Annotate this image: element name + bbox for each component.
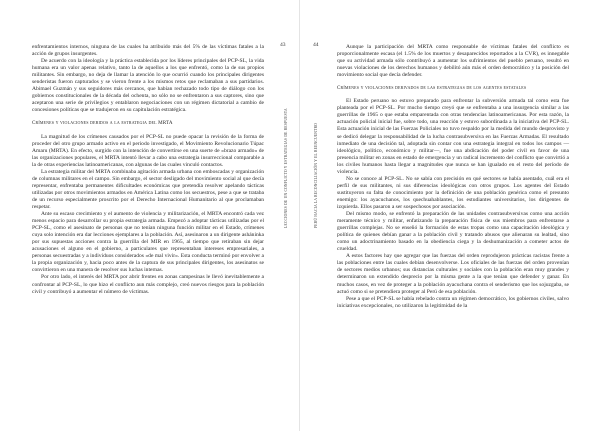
section-heading: Crímenes y violaciones derivados de las estrategias de los agentes estatales [337,85,527,92]
right-text-block [337,44,569,310]
running-head: PERÚ HACIA LA RECONCILIACIÓN Y EL REENCUENTRO [314,122,318,228]
paragraph: Ante su escaso crecimiento y el aumento de violencia y militarización, el MRTA encontró cada vez menos espacio para desarrollar su propia estrategia armada. Empezó a adoptar tácticas utilizadas por el PCP-SL, como el asesinato de personas que no tenían ninguna función militar en el Estado, crímenes cuya solo intención era dar lecciones ejemplares a la población. Así, asesinaron a un dirigente asháninka por sus supuestas acciones contra la guerrilla del MIR en 1965, al tiempo que retiraban sin dejar acusaciones el alguno en el gobierno, a particulares que representaban intereses empresariales, a personas secuestradas y a individuos considerados «de mal vivir». Esta conducta terminó por envolver a la propia organización y, hacia poco antes de la captura de sus principales dirigentes, los asesinatos se convirtieron en una manera de resolver sus luchas internas. [32,211,264,274]
paragraph: Del mismo modo, se enfrentó la preparación de las unidades contrasubversivas como una acción meramente técnico y militar, enfatizando la preparación física de sus miembros para enfrentarse a guerrillas complejas. No se enseñó la formación de estas tropas como una capacitación ideológica y política de quienes debían ganar a la población civil y tratando abusos que alienaran su lealtad, sino como un adoctrinamiento basado en la obediencia ciega y la deshumanización a cometer actos de crueldad. [337,211,569,253]
paragraph: La magnitud de los crímenes causados por el PCP-SL no puede opacar la revisión de la forma de proceder del otro grupo armado activo en el periodo investigado, el Movimiento Revolucionario Túpac Amaru (MRTA). En efecto, surgido con la intención de convertirse en una suerte de «brazo armado» de las organizaciones populares, el MRTA intentó llevar a cabo una estrategia insurreccional comparable a la de otras experiencias latinoamericanas, con algunas de las cuales vinculó contactos. [32,133,264,168]
paragraph: El Estado peruano no estuvo preparado para enfrentar la subversión armada tal como esta fue planteada por el PCP-SL. Por mucho tiempo creyó que se enfrentaba a una insurgencia similar a las guerrillas de 1965 o que estaba emparentada con otras tendencias latinoamericanas. Por esta razón, la actuación policial inicial fue, sobre todo, una reacción y estuvo subordinada a la iniciativa del PCP-SL. Esta actuación inicial de las Fuerzas Policiales no tuvo respaldo por la medida del mundo desprovisto y se dedicó delegar la responsabilidad de la lucha contrasubversiva en las Fuerzas Armadas. El resultado inmediato de una decisión tal, adoptada sin contar con una estrategia integral en todos los campos —ideológico, político, económico y militar—, fue una abdicación del poder civil en favor de una presencia militar en zonas en estado de emergencia y un radical incremento del conflicto que convirtió a los civiles humanos hasta llegar a magnitudes que nunca se han igualado en el resto del período de violencia. [337,98,569,175]
paragraph: La estrategia militar del MRTA combinaba agitación armada urbana con emboscadas y organización de columnas militares en el campo. Sin embargo, el sector desligado del movimiento social al que decía representar, enfrentaba permanentes dificultades económicas que pretendía resolver apelando tácticas utilizadas por otros movimientos armados en América Latina como los secuestros, pese a que se trataba de un recurso especialmente proscrito por el Derecho Internacional Humanitario al que proclamaban respetar. [32,168,264,210]
paragraph: Aunque la participación del MRTA como responsable de víctimas fatales del conflicto es proporcionalmente escasa (el 1.5% de los muertos y desaparecidos reportados a la CVR), es innegable que su actividad armada sólo contribuyó a aumentar los sufrimientos del pueblo peruano, resultó en nuevas violaciones de los derechos humanos y debilitó aún más el orden democrático y la posición del movimiento social que decía defender. [337,44,569,79]
paragraph: De acuerdo con la ideología y la práctica establecida por los líderes principales del PCP-SL, la vida humana era un valor apenas relativo, tanto la de aquellos a los que enfrentó, como la de sus propios militantes. Sin embargo, no deja de llamar la atención lo que ocurrió cuando los principales dirigentes senderistas fueron capturados y se vieron frente a los mismos retos que reclamaban a sus partidarios. Abimael Guzmán y sus seguidores más cercanos, que habían rechazado todo tipo de diálogo con los gobiernos constitucionales de la década del ochenta, no sólo no se enfrentaron a sus captores, sino que aceptaron una serie de privilegios y entablaron negociaciones con un régimen dictatorial a cambio de concesiones políticas que se tradujeron en su capitulación estratégica. [32,58,264,114]
running-head: LECCIONES DE UN CONFLICTO Y ESTRATEGIAS DE RESPUESTA [284,108,288,228]
paragraph: No se conoce al PCP-SL. No se sabía con precisión en qué sectores se había asentado, cuál era el perfil de sus militantes, ni sus diferencias ideológicas con otros grupos. Los agentes del Estado sustituyeron su falta de conocimiento por la definición de una población genérica como el presunto enemigo: los ayacuchanos, los quechuahablantes, los estudiantes universitarios, los dirigentes de izquierda. Ellos pasaron a ser sospechosos por asociación. [337,175,569,210]
right-page [300,0,600,431]
left-text-block [32,44,264,296]
section-heading: Crímenes y violaciones debidos a la estrategia del MRTA [32,120,173,127]
paragraph: enfrentamientos internos, ninguna de las cuales ha atribuido más del 5% de las víctimas fatales a la acción de grupos insurgentes. [32,44,264,58]
paragraph: Por otro lado, el interés del MRTA por abrir frentes en zonas campesinas le llevó inevitablemente a confrontar al PCP-SL, lo que hizo el conflicto aun más complejo, creó nuevos riesgos para la población civil y contribuyó a aumentar el número de víctimas. [32,274,264,295]
paragraph: Pese a que el PCP-SL se había rebelado contra un régimen democrático, los gobiernos civiles, salvo iniciativas excepcionales, no utilizaron la legitimidad de la [337,295,569,309]
page-number: 44 [313,42,319,48]
paragraph: A estos factores hay que agregar que las fuerzas del orden reprodujeron prácticas racistas frente a las poblaciones entre las cuales debían desenvolverse. Los oficiales de las fuerzas del orden provenían de sectores medios urbanos; sus distancias culturales y sociales con la población eran muy grandes y determinaron un extendido desprecio por la misma gente a la que tenían que defender y ganar. En muchos casos, en vez de proteger a la población ayacuchana contra el senderismo que los sojuzgaba, se actuó como si se pretendiera proteger al Perú de esa población. [337,253,569,295]
page-number: 43 [280,42,286,48]
